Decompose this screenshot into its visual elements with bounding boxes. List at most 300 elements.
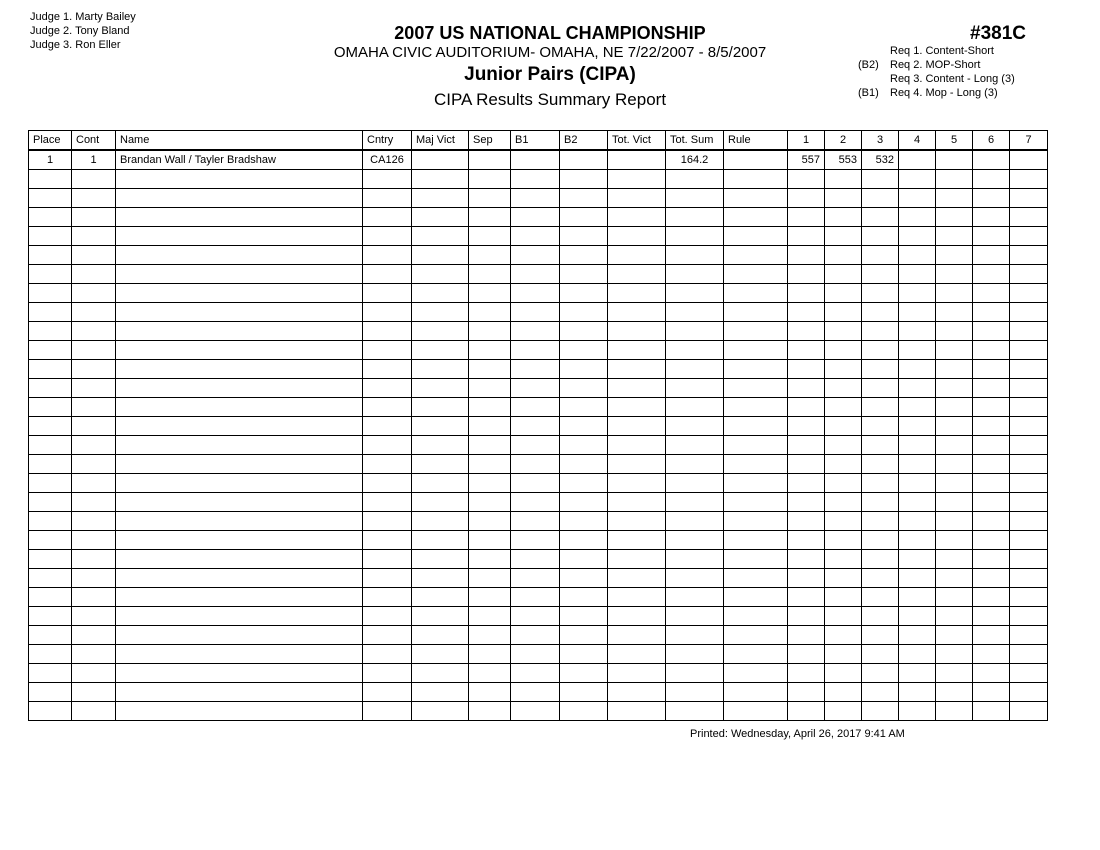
table-cell-tot-sum (666, 265, 724, 284)
table-cell-b2 (560, 493, 608, 512)
table-cell-tot-vict (608, 588, 666, 607)
table-row (29, 626, 1048, 645)
requirement-row (858, 86, 1015, 100)
table-cell-b1 (511, 303, 560, 322)
table-cell-rule (724, 417, 788, 436)
table-cell-j1 (788, 664, 825, 683)
table-cell-j7 (1010, 360, 1048, 379)
table-header-row (29, 131, 1048, 151)
table-cell-j7 (1010, 208, 1048, 227)
table-cell-place (29, 246, 72, 265)
table-cell-j3 (862, 303, 899, 322)
table-cell-j3 (862, 645, 899, 664)
table-cell-j2 (825, 379, 862, 398)
table-cell-j1 (788, 246, 825, 265)
table-cell-j5 (936, 531, 973, 550)
table-cell-j2 (825, 493, 862, 512)
table-cell-maj-vict (412, 550, 469, 569)
table-cell-j1 (788, 588, 825, 607)
table-row (29, 284, 1048, 303)
table-cell-tot-vict (608, 645, 666, 664)
table-cell-j6 (973, 341, 1010, 360)
table-cell-rule (724, 341, 788, 360)
table-cell-tot-vict (608, 683, 666, 702)
table-cell-place (29, 702, 72, 721)
table-cell-tot-sum (666, 208, 724, 227)
table-cell-b2 (560, 531, 608, 550)
table-cell-j3 (862, 322, 899, 341)
table-cell-j6 (973, 303, 1010, 322)
table-cell-rule (724, 189, 788, 208)
table-cell-cont (72, 208, 116, 227)
table-cell-tot-vict (608, 417, 666, 436)
table-cell-cntry (363, 379, 412, 398)
table-cell-tot-sum (666, 436, 724, 455)
table-cell-sep (469, 702, 511, 721)
table-cell-maj-vict (412, 607, 469, 626)
table-cell-j4 (899, 150, 936, 170)
table-cell-j4 (899, 227, 936, 246)
judges-list (30, 10, 136, 52)
table-cell-cont (72, 531, 116, 550)
table-cell-maj-vict (412, 341, 469, 360)
requirement-row (858, 72, 1015, 86)
table-cell-cntry (363, 531, 412, 550)
table-cell-j2 (825, 398, 862, 417)
table-cell-place (29, 626, 72, 645)
table-cell-j1 (788, 702, 825, 721)
table-cell-j1 (788, 284, 825, 303)
table-cell-maj-vict (412, 322, 469, 341)
table-cell-rule (724, 493, 788, 512)
table-cell-place (29, 379, 72, 398)
table-cell-j5 (936, 379, 973, 398)
table-cell-name (116, 436, 363, 455)
table-cell-sep (469, 246, 511, 265)
table-cell-j6 (973, 170, 1010, 189)
table-cell-j6 (973, 683, 1010, 702)
table-cell-place (29, 569, 72, 588)
table-cell-j3: 532 (862, 150, 899, 170)
table-cell-j1 (788, 360, 825, 379)
table-cell-tot-vict (608, 569, 666, 588)
table-cell-tot-vict (608, 474, 666, 493)
table-row (29, 227, 1048, 246)
table-cell-j2 (825, 303, 862, 322)
table-row (29, 360, 1048, 379)
table-cell-j4 (899, 645, 936, 664)
table-row (29, 398, 1048, 417)
table-cell-b2 (560, 284, 608, 303)
table-cell-j2 (825, 512, 862, 531)
table-cell-sep (469, 341, 511, 360)
table-cell-rule (724, 208, 788, 227)
table-cell-j7 (1010, 607, 1048, 626)
table-cell-name (116, 588, 363, 607)
table-cell-sep (469, 664, 511, 683)
table-cell-j4 (899, 189, 936, 208)
table-cell-b1 (511, 531, 560, 550)
table-cell-j6 (973, 702, 1010, 721)
table-cell-cntry (363, 417, 412, 436)
table-cell-j6 (973, 645, 1010, 664)
table-cell-cntry (363, 474, 412, 493)
table-cell-j5 (936, 303, 973, 322)
table-row (29, 436, 1048, 455)
table-cell-j1 (788, 626, 825, 645)
column-header-j3: 3 (862, 131, 899, 151)
table-cell-place (29, 303, 72, 322)
table-cell-j4 (899, 455, 936, 474)
table-cell-tot-sum (666, 588, 724, 607)
table-row (29, 150, 1048, 170)
report-title: CIPA Results Summary Report (433, 90, 667, 109)
table-cell-maj-vict (412, 170, 469, 189)
column-header-rule: Rule (724, 131, 788, 151)
table-cell-j3 (862, 284, 899, 303)
table-cell-b2 (560, 208, 608, 227)
table-cell-cntry: CA126 (363, 150, 412, 170)
table-cell-rule (724, 455, 788, 474)
table-cell-j1 (788, 303, 825, 322)
table-cell-b1 (511, 379, 560, 398)
table-cell-j2 (825, 341, 862, 360)
table-cell-j1 (788, 531, 825, 550)
table-cell-place (29, 284, 72, 303)
table-cell-place (29, 417, 72, 436)
table-cell-j6 (973, 150, 1010, 170)
table-cell-j7 (1010, 284, 1048, 303)
table-cell-sep (469, 170, 511, 189)
table-cell-tot-sum (666, 227, 724, 246)
table-cell-j1: 557 (788, 150, 825, 170)
table-cell-j4 (899, 588, 936, 607)
table-cell-j4 (899, 512, 936, 531)
table-row (29, 588, 1048, 607)
table-cell-sep (469, 531, 511, 550)
table-cell-cntry (363, 265, 412, 284)
table-row (29, 512, 1048, 531)
table-cell-tot-vict (608, 246, 666, 265)
table-cell-j4 (899, 474, 936, 493)
column-header-j6: 6 (973, 131, 1010, 151)
table-cell-j4 (899, 322, 936, 341)
table-cell-rule (724, 284, 788, 303)
table-cell-j5 (936, 664, 973, 683)
table-cell-j7 (1010, 588, 1048, 607)
table-cell-tot-sum (666, 664, 724, 683)
table-cell-sep (469, 436, 511, 455)
table-cell-j5 (936, 683, 973, 702)
table-cell-cont (72, 664, 116, 683)
table-cell-rule (724, 150, 788, 170)
table-row (29, 531, 1048, 550)
table-cell-j2 (825, 531, 862, 550)
table-cell-place (29, 341, 72, 360)
table-cell-b1 (511, 284, 560, 303)
table-cell-b1 (511, 664, 560, 683)
table-cell-j7 (1010, 265, 1048, 284)
judge-row (30, 24, 136, 38)
table-cell-cntry (363, 493, 412, 512)
table-cell-cntry (363, 588, 412, 607)
column-header-tot-sum: Tot. Sum (666, 131, 724, 151)
table-cell-cont (72, 588, 116, 607)
table-cell-cont (72, 303, 116, 322)
table-cell-cont (72, 189, 116, 208)
table-cell-rule (724, 569, 788, 588)
table-cell-j7 (1010, 189, 1048, 208)
table-cell-name (116, 531, 363, 550)
table-cell-tot-vict (608, 664, 666, 683)
table-cell-j4 (899, 702, 936, 721)
table-cell-sep (469, 569, 511, 588)
table-cell-maj-vict (412, 417, 469, 436)
table-cell-b2 (560, 150, 608, 170)
table-cell-b2 (560, 474, 608, 493)
table-cell-j4 (899, 626, 936, 645)
table-cell-b1 (511, 645, 560, 664)
table-cell-tot-vict (608, 322, 666, 341)
table-cell-j2 (825, 208, 862, 227)
table-cell-cntry (363, 284, 412, 303)
table-cell-name (116, 303, 363, 322)
table-cell-j1 (788, 645, 825, 664)
table-cell-j4 (899, 550, 936, 569)
table-cell-tot-sum (666, 398, 724, 417)
table-cell-j1 (788, 379, 825, 398)
column-header-cntry: Cntry (363, 131, 412, 151)
table-cell-sep (469, 645, 511, 664)
table-cell-j5 (936, 170, 973, 189)
table-cell-j4 (899, 341, 936, 360)
table-cell-j1 (788, 322, 825, 341)
table-cell-maj-vict (412, 265, 469, 284)
table-cell-j5 (936, 398, 973, 417)
table-cell-b2 (560, 607, 608, 626)
column-header-b2: B2 (560, 131, 608, 151)
table-cell-rule (724, 588, 788, 607)
table-row (29, 303, 1048, 322)
table-cell-j7 (1010, 379, 1048, 398)
table-cell-maj-vict (412, 645, 469, 664)
table-cell-j6 (973, 550, 1010, 569)
table-cell-j5 (936, 436, 973, 455)
table-cell-j5 (936, 150, 973, 170)
table-cell-j5 (936, 360, 973, 379)
table-cell-cont: 1 (72, 150, 116, 170)
table-cell-j2 (825, 474, 862, 493)
table-cell-j1 (788, 341, 825, 360)
column-header-place: Place (29, 131, 72, 151)
table-cell-sep (469, 379, 511, 398)
table-cell-b2 (560, 702, 608, 721)
table-cell-maj-vict (412, 474, 469, 493)
table-cell-tot-vict (608, 303, 666, 322)
requirements-list (858, 44, 1015, 100)
table-cell-j3 (862, 379, 899, 398)
table-cell-j7 (1010, 322, 1048, 341)
table-cell-sep (469, 150, 511, 170)
table-cell-maj-vict (412, 398, 469, 417)
table-cell-b2 (560, 265, 608, 284)
table-cell-j6 (973, 455, 1010, 474)
table-cell-j2 (825, 702, 862, 721)
table-cell-b1 (511, 626, 560, 645)
table-cell-b1 (511, 170, 560, 189)
table-cell-j3 (862, 531, 899, 550)
table-cell-tot-sum (666, 322, 724, 341)
table-cell-rule (724, 303, 788, 322)
table-cell-j7 (1010, 474, 1048, 493)
table-cell-b2 (560, 626, 608, 645)
table-row (29, 246, 1048, 265)
table-cell-j1 (788, 417, 825, 436)
table-cell-rule (724, 436, 788, 455)
table-cell-j4 (899, 360, 936, 379)
table-cell-b2 (560, 246, 608, 265)
table-cell-j7 (1010, 683, 1048, 702)
table-cell-name (116, 227, 363, 246)
table-cell-sep (469, 493, 511, 512)
table-cell-j3 (862, 512, 899, 531)
table-cell-tot-sum (666, 246, 724, 265)
table-row (29, 455, 1048, 474)
table-cell-place (29, 265, 72, 284)
table-cell-j6 (973, 493, 1010, 512)
table-cell-j4 (899, 417, 936, 436)
table-cell-j5 (936, 512, 973, 531)
table-cell-j3 (862, 550, 899, 569)
table-cell-j3 (862, 189, 899, 208)
table-cell-tot-sum (666, 189, 724, 208)
table-cell-j5 (936, 474, 973, 493)
table-cell-name (116, 265, 363, 284)
judge-row (30, 38, 136, 52)
table-cell-name (116, 379, 363, 398)
venue-line: OMAHA CIVIC AUDITORIUM- OMAHA, NE 7/22/2007 - 8/5/2007 (333, 44, 767, 61)
table-cell-cntry (363, 569, 412, 588)
table-cell-rule (724, 626, 788, 645)
table-cell-j4 (899, 607, 936, 626)
table-cell-rule (724, 512, 788, 531)
table-cell-name (116, 550, 363, 569)
requirement-prefix: (B2) (858, 59, 879, 71)
table-cell-b1 (511, 683, 560, 702)
table-cell-maj-vict (412, 702, 469, 721)
table-cell-j2 (825, 645, 862, 664)
table-cell-name (116, 474, 363, 493)
table-cell-place (29, 683, 72, 702)
table-cell-cntry (363, 683, 412, 702)
table-cell-j4 (899, 246, 936, 265)
table-cell-cntry (363, 227, 412, 246)
table-cell-tot-vict (608, 398, 666, 417)
table-cell-place (29, 645, 72, 664)
table-cell-b1 (511, 227, 560, 246)
table-cell-j3 (862, 664, 899, 683)
table-cell-name (116, 569, 363, 588)
table-row (29, 170, 1048, 189)
table-cell-maj-vict (412, 531, 469, 550)
table-cell-j1 (788, 208, 825, 227)
table-cell-j3 (862, 398, 899, 417)
table-cell-b2 (560, 227, 608, 246)
table-cell-place (29, 588, 72, 607)
table-cell-cntry (363, 455, 412, 474)
table-cell-sep (469, 607, 511, 626)
table-cell-cont (72, 626, 116, 645)
table-cell-tot-sum (666, 303, 724, 322)
table-cell-sep (469, 189, 511, 208)
table-cell-cont (72, 265, 116, 284)
table-cell-tot-vict (608, 702, 666, 721)
table-cell-j3 (862, 474, 899, 493)
report-header (280, 22, 820, 112)
table-cell-sep (469, 683, 511, 702)
table-cell-sep (469, 588, 511, 607)
table-cell-j6 (973, 436, 1010, 455)
table-cell-j3 (862, 227, 899, 246)
requirement-text: Req 2. MOP-Short (890, 59, 981, 71)
table-cell-tot-vict (608, 208, 666, 227)
table-cell-name (116, 208, 363, 227)
table-cell-name (116, 455, 363, 474)
table-cell-place (29, 474, 72, 493)
table-cell-cont (72, 436, 116, 455)
table-cell-tot-vict (608, 455, 666, 474)
table-cell-sep (469, 227, 511, 246)
table-cell-maj-vict (412, 683, 469, 702)
table-cell-b1 (511, 588, 560, 607)
table-cell-cont (72, 379, 116, 398)
table-cell-j4 (899, 284, 936, 303)
table-cell-cntry (363, 170, 412, 189)
table-cell-j6 (973, 360, 1010, 379)
table-body (29, 150, 1048, 721)
table-cell-j6 (973, 265, 1010, 284)
table-row (29, 645, 1048, 664)
table-cell-j1 (788, 455, 825, 474)
table-cell-sep (469, 322, 511, 341)
table-cell-cntry (363, 664, 412, 683)
table-cell-j6 (973, 189, 1010, 208)
table-row (29, 379, 1048, 398)
table-cell-maj-vict (412, 150, 469, 170)
table-cell-rule (724, 607, 788, 626)
table-cell-b1 (511, 417, 560, 436)
table-cell-tot-sum (666, 493, 724, 512)
table-cell-cont (72, 227, 116, 246)
table-cell-cntry (363, 303, 412, 322)
table-cell-name (116, 512, 363, 531)
table-cell-b1 (511, 569, 560, 588)
championship-title: 2007 US NATIONAL CHAMPIONSHIP (394, 23, 706, 43)
requirement-text: Req 4. Mop - Long (3) (890, 87, 998, 99)
table-cell-j2 (825, 265, 862, 284)
table-cell-b1 (511, 702, 560, 721)
table-cell-cont (72, 683, 116, 702)
table-cell-j4 (899, 664, 936, 683)
table-cell-cntry (363, 645, 412, 664)
table-cell-rule (724, 322, 788, 341)
table-cell-j6 (973, 607, 1010, 626)
table-cell-sep (469, 303, 511, 322)
table-cell-j3 (862, 493, 899, 512)
table-cell-cntry (363, 436, 412, 455)
table-cell-tot-sum (666, 645, 724, 664)
table-cell-j2 (825, 189, 862, 208)
